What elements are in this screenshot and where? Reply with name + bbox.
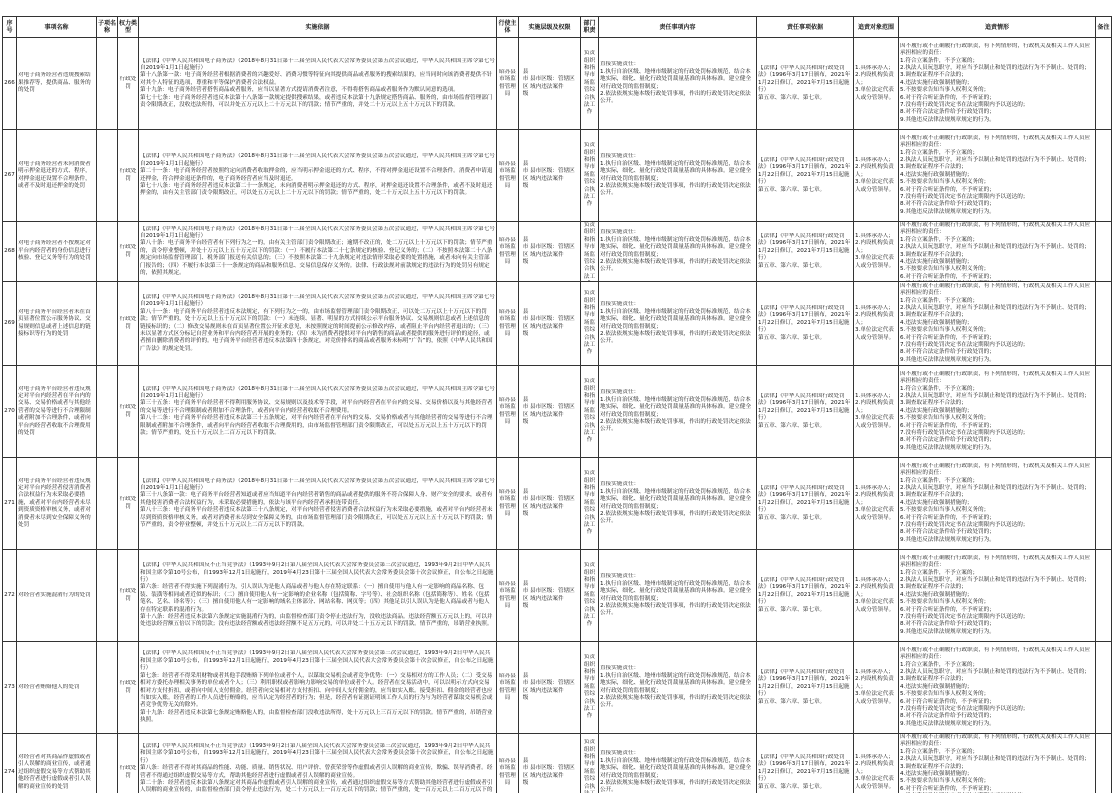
row-number: 266	[4, 79, 15, 86]
power-type-cell	[118, 642, 139, 734]
executing-body: 昭苏县市场监督管理局	[499, 488, 516, 517]
responsibility-content: 直接实施责任： 1.执行自治区级、地州市级制定的行政处罚标准规范，结合本地实际，细化、量化行政处罚裁量基准的具体标准。建立健全对行政处罚的监督制度； 2.依法依规实施本级行政处罚事项，作出的行政处罚决定依法公开。	[600, 153, 752, 197]
responsibility-content-cell	[599, 222, 757, 282]
accountability-situations-cell	[899, 734, 1096, 793]
row-number-cell	[3, 366, 17, 458]
level-scope: 县市区级：管辖区域内违法案件	[530, 244, 575, 258]
level-label: 县市区级	[522, 757, 529, 786]
row-number-cell	[3, 222, 17, 282]
executing-body: 昭苏县市场监督管理局	[499, 68, 516, 97]
legal-basis: 【法律】《中华人民共和国电子商务法》（2018年8月31日第十三届全国人民代表大会常务委员会第五次会议通过，中华人民共和国主席令第七号 自2019年1月1日起施行） 第八十条：电子商务平台经营者有下列行为之一的，由有关主管部门责令限期改正；逾期不改正的，处二万元以上十万元以下的罚款；情节严重的，责令停业整顿，并处十万元以上五十万元以下的罚款：（一）不履行本法第二十七条规定的核验、登记义务的；（二）不按照本法第二十八条规定向市场监督管理部门、税务部门报送有关信息的；（三）不按照本法第二十九条规定对违法情形采取必要的处置措施，或者未向有关主管部门报告的；（四）不履行本法第三十一条规定的商品和服务信息、交易信息保存义务的。法律、行政法规对前款规定的违法行为的处罚另有规定的，依照其规定。	[140, 225, 495, 277]
level-scope: 县市区级：管辖区域内违法案件	[530, 496, 575, 510]
department-duty-cell	[581, 458, 599, 550]
responsibility-content-cell	[599, 282, 757, 366]
legal-basis: 【法律】《中华人民共和国反不正当竞争法》（1993年9月2日第八届全国人民代表大会常务委员会第三次会议通过，1993年9月2日中华人民共和国主席令第10号公布，自1993年12月1日起施行，2019年4月23日第十三届全国人民代表大会常务委员会第十次会议修正，自公布之日起施行） 第七条：经营者不得采用财物或者其他手段贿赂下列单位或者个人，以谋取交易机会或者竞争优势：（一）交易相对方的工作人员；（二）受交易相对方委托办理相关事务的单位或者个人；（三）利用职权或者影响力影响交易的单位或者个人。经营者在交易活动中，可以以明示方式向交易相对方支付折扣，或者向中间人支付佣金。经营者向交易相对方支付折扣、向中间人支付佣金的，应当如实入账。接受折扣、佣金的经营者也应当如实入账。经营者的工作人员进行贿赂的，应当认定为经营者的行为；但是，经营者有证据证明该工作人员的行为与为经营者谋取交易机会或者竞争优势无关的除外。 第十九条：经营者违反本法第七条规定贿赂他人的，由监督检查部门没收违法所得，处十万元以上三百万元以下的罚款。情节严重的，吊销营业执照。	[140, 650, 494, 724]
header-cell: 责任事项依据	[757, 17, 854, 38]
accountability-situations-cell	[899, 222, 1096, 282]
accountability-situations: 因不履行或不正确履行行政职责，有下列情形的，行政机关及相关工作人员应承担相应的责任： 1.符合立案条件，不予立案的； 2.执法人员玩忽职守，对应当予以制止和处罚的违法行为不予制止、处罚的； 3.调查取证程序不合法的； 4.违法实施行政强制措施的； 5.不按要求告知当事人权利义务的； 6.对于符合听证条件的，不予听证的； 7.没有将行政处罚决定书在法定期限内予以送达的； 8.对不符合法定条件给予行政处罚的； 9.其他违反法律法规规章规定的行为。	[900, 134, 1091, 215]
responsibility-content: 直接实施责任： 1.执行自治区级、地州市级制定的行政处罚标准规范，结合本地实际，细化、量化行政处罚裁量基准的具体标准。建立健全对行政处罚的监督制度； 2.依法依规实施本级行政处罚事项，作出的行政处罚决定依法公开。	[600, 301, 752, 345]
power-type-cell	[118, 366, 139, 458]
implementation-level-cell	[519, 366, 581, 458]
row-number-cell	[3, 550, 17, 642]
power-type: 行政处罚	[119, 316, 137, 330]
legal-basis: 【法律】《中华人民共和国电子商务法》（2018年8月31日第十三届全国人民代表大会常务委员会第五次会议通过，中华人民共和国主席令第七号 自2019年1月1日起施行） 第十八条第一款：电子商务经营者根据消费者的兴趣爱好、消费习惯等特征向其提供商品或者服务的搜索结果的，应当同时向该消费者提供不针对其个人特征的选项，尊重和平等保护消费者合法权益。 第十九条：电子商务经营者搭售商品或者服务，应当以显著方式提请消费者注意，不得将搭售商品或者服务作为默认同意的选项。 第七十七条：电子商务经营者违反本法第十八条第一款规定提供搜索结果，或者违反本法第十九条规定搭售商品、服务的，由市场监督管理部门责令限期改正，没收违法所得，可以并处五万元以上二十万元以下的罚款；情节严重的，并处二十万元以上五十万元以下的罚款。	[140, 57, 495, 109]
implementation-level-cell	[519, 222, 581, 282]
power-type-cell	[118, 38, 139, 130]
legal-basis-cell	[139, 550, 497, 642]
accountability-targets: 1.具体承办人； 2.内设机构负责人； 3.单位法定代表人或分管领导。	[855, 156, 895, 193]
responsibility-basis: 【法律】《中华人民共和国行政处罚法》（1996年3月17日颁布，2021年1月22日修订，2021年7月15日起施行） 第五章、第六章、第七章。	[758, 753, 851, 790]
accountability-situations: 因不履行或不正确履行行政职责，有下列情形的，行政机关及相关工作人员应承担相应的责任： 1.符合立案条件，不予立案的； 2.执法人员玩忽职守，对应当予以制止和处罚的违法行为不予制止、处罚的； 3.调查取证程序不合法的； 4.违法实施行政强制措施的； 5.不按要求告知当事人权利义务的； 6.对于符合听证条件的，不予听证的； 7.没有将行政处罚决定书在法定期限内予以送达的； 8.对不符合法定条件给予行政处罚的； 9.其他违反法律法规规章规定的行为。	[900, 370, 1091, 451]
executing-body: 昭苏县市场监督管理局	[499, 236, 516, 265]
level-label: 县市区级	[522, 672, 529, 701]
accountability-situations: 因不履行或不正确履行行政职责，有下列情形的，行政机关及相关工作人员应承担相应的责任： 1.符合立案条件，不予立案的； 2.执法人员玩忽职守，对应当予以制止和处罚的违法行为不予制止、处罚的； 3.调查取证程序不合法的； 4.违法实施行政强制措施的； 5.不按要求告知当事人权利义务的； 6.对于符合听证条件的，不予听证的； 7.没有将行政处罚决定书在法定期限内予以送达的； 8.对不符合法定条件给予行政处罚的； 9.其他违反法律法规规章规定的行为。	[900, 42, 1091, 123]
responsibility-content: 直接实施责任： 1.执行自治区级、地州市级制定的行政处罚标准规范，结合本地实际，细化、量化行政处罚裁量基准的具体标准。建立健全对行政处罚的监督制度； 2.依法依规实施本级行政处罚事项，作出的行政处罚决定依法公开。	[600, 389, 752, 433]
department-duty-cell	[581, 642, 599, 734]
responsibility-content: 直接实施责任： 1.执行自治区级、地州市级制定的行政处罚标准规范，结合本地实际，细化、量化行政处罚裁量基准的具体标准。建立健全对行政处罚的监督制度； 2.依法依规实施本级行政处罚事项，作出的行政处罚决定依法公开。	[600, 750, 752, 793]
table-row	[3, 642, 1112, 734]
remarks-cell	[1096, 366, 1112, 458]
row-number-cell	[3, 282, 17, 366]
responsibility-basis-cell	[757, 642, 854, 734]
row-number-cell	[3, 642, 17, 734]
accountability-targets-cell	[854, 366, 899, 458]
row-number: 272	[4, 591, 15, 598]
level-scope: 县市区级：管辖区域内违法案件	[530, 680, 575, 694]
department-duty-cell	[581, 366, 599, 458]
header-cell: 追责情形	[899, 17, 1096, 38]
responsibility-basis-cell	[757, 282, 854, 366]
sub-item-name-cell	[97, 282, 118, 366]
power-type-cell	[118, 734, 139, 793]
department-duty: 负责组织和指导市场监管综合执法工作	[583, 562, 596, 628]
legal-basis-cell	[139, 458, 497, 550]
power-type: 行政处罚	[119, 404, 137, 418]
accountability-situations-cell	[899, 458, 1096, 550]
accountability-situations: 因不履行或不正确履行行政职责，有下列情形的，行政机关及相关工作人员应承担相应的责任： 1.符合立案条件，不予立案的； 2.执法人员玩忽职守，对应当予以制止和处罚的违法行为不予制止、处罚的； 3.调查取证程序不合法的； 4.违法实施行政强制措施的； 5.不按要求告知当事人权利义务的； 6.对于符合听证条件的，不予听证的； 7.没有将行政处罚决定书在法定期限内予以送达的； 8.对不符合法定条件给予行政处罚的； 9.其他违反法律法规规章规定的行为。	[900, 554, 1091, 635]
row-number: 268	[4, 247, 15, 254]
legal-basis-cell	[139, 366, 497, 458]
power-type: 行政处罚	[119, 680, 137, 694]
remarks-cell	[1096, 222, 1112, 282]
department-duty-cell	[581, 222, 599, 282]
row-number: 273	[4, 683, 15, 690]
row-number: 270	[4, 407, 15, 414]
table-row	[3, 222, 1112, 282]
legal-basis: 【法律】《中华人民共和国电子商务法》（2018年8月31日第十三届全国人民代表大会常务委员会第五次会议通过，中华人民共和国主席令第七号 自2019年1月1日起施行） 第八十一条：电子商务平台经营者违反本法规定，有下列行为之一的，由市场监督管理部门责令限期改正，可以处二万元以上十万元以下的罚款；情节严重的，处十万元以上五十万元以下的罚款：（一）未连续、显著、明显的方式持续公示平台服务协议、交易规则信息或者上述信息的链接标识的；（二）修改交易规则未在首页显著位置公开征求意见，未按照规定的时间提前公示修改内容，或者阻止平台内经营者退出的；（三）未以显著方式区分标记自营业务和平台内经营者开展的业务的；（四）未为消费者提供对平台内销售的商品或者提供的服务进行评价的途径，或者擅自删除消费者的评价的。电子商务平台经营者违反本法第四十条规定，对竞价排名的商品或者服务未标明“广告”的，依照《中华人民共和国广告法》的规定处罚。	[140, 293, 495, 352]
power-type-cell	[118, 222, 139, 282]
accountability-situations-cell	[899, 550, 1096, 642]
header-cell: 部门职责	[581, 17, 599, 38]
header-cell: 子项名称	[97, 17, 118, 38]
responsibility-content-cell	[599, 130, 757, 222]
sub-item-name-cell	[97, 458, 118, 550]
department-duty: 负责组织和指导市场监管综合执法工作	[583, 654, 596, 720]
sub-item-name-cell	[97, 642, 118, 734]
level-scope: 县市区级：管辖区域内违法案件	[530, 168, 575, 182]
table-row	[3, 282, 1112, 366]
executing-body-cell	[497, 130, 519, 222]
level-label: 县市区级	[522, 308, 529, 337]
department-duty: 负责组织和指导市场监管综合执法工作	[583, 290, 596, 356]
responsibility-basis: 【法律】《中华人民共和国行政处罚法》（1996年3月17日颁布，2021年1月22日修订，2021年7月15日起施行） 第五章、第六章、第七章。	[758, 668, 851, 705]
responsibility-content: 直接实施责任： 1.执行自治区级、地州市级制定的行政处罚标准规范，结合本地实际，细化、量化行政处罚裁量基准的具体标准。建立健全对行政处罚的监督制度； 2.依法依规实施本级行政处罚事项，作出的行政处罚决定依法公开。	[600, 481, 752, 525]
executing-body-cell	[497, 38, 519, 130]
accountability-situations: 因不履行或不正确履行行政职责，有下列情形的，行政机关及相关工作人员应承担相应的责任： 1.符合立案条件，不予立案的； 2.执法人员玩忽职守，对应当予以制止和处罚的违法行为不予制止、处罚的； 3.调查取证程序不合法的； 4.违法实施行政强制措施的； 5.不按要求告知当事人权利义务的； 6.对于符合听证条件的，不予听证的； 7.没有将行政处罚决定书在法定期限内予以送达的； 8.对不符合法定条件给予行政处罚的； 9.其他违反法律法规规章规定的行为。	[900, 462, 1091, 543]
responsibility-content: 直接实施责任： 1.执行自治区级、地州市级制定的行政处罚标准规范，结合本地实际，细化、量化行政处罚裁量基准的具体标准。建立健全对行政处罚的监督制度； 2.依法依规实施本级行政处罚事项，作出的行政处罚决定依法公开。	[600, 229, 752, 273]
item-name: 对电子商务平台经营者违反规定对平台内经营者在平台内的交易、交易价格或者与其他经营者的交易等进行不合理限制或者附加不合理条件，或者向平台内经营者收取不合理费用的处罚	[18, 385, 91, 437]
item-name-cell	[17, 222, 97, 282]
item-name: 对电子商务平台经营者违反规定对平台内经营者侵害消费者合法权益行为未采取必要措施，或者对平台内经营者未尽到资质资格审核义务，或者对消费者未尽到安全保障义务的处罚	[18, 477, 91, 529]
power-type: 行政处罚	[119, 168, 137, 182]
header-cell: 序号	[3, 17, 17, 38]
executing-body-cell	[497, 366, 519, 458]
department-duty: 负责组织和指导市场监管综合执法工作	[583, 378, 596, 444]
responsibility-content-cell	[599, 458, 757, 550]
remarks-cell	[1096, 282, 1112, 366]
row-number: 267	[4, 171, 15, 178]
responsibility-content-cell	[599, 550, 757, 642]
department-duty: 负责组织和指导市场监管综合执	[583, 739, 596, 790]
department-duty: 负责组织和指导市场监管综合执法工	[583, 222, 596, 280]
sub-item-name-cell	[97, 222, 118, 282]
power-type: 行政处罚	[119, 76, 137, 90]
accountability-situations: 因不履行或不正确履行行政职责，有下列情形的，行政机关及相关工作人员应承担相应的责任： 1.符合立案条件，不予立案的； 2.执法人员玩忽职守，对应当予以制止和处罚的违法行为不予制止、处罚的； 3.调查取证程序不合法的； 4.违法实施行政强制措施的； 5.不按要求告知当事人权利义务的； 6.对于符合听证条件的，不予听证的；	[900, 734, 1091, 792]
row-number-cell	[3, 130, 17, 222]
level-scope: 县市区级：管辖区域内违法案件	[530, 588, 575, 602]
accountability-targets: 1.具体承办人； 2.内设机构负责人； 3.单位法定代表人或分管领导。	[855, 64, 895, 101]
header-cell: 备注	[1096, 17, 1112, 38]
remarks-cell	[1096, 458, 1112, 550]
level-label: 县市区级	[522, 488, 529, 517]
power-type: 行政处罚	[119, 765, 137, 779]
responsibility-basis-cell	[757, 734, 854, 793]
executing-body: 昭苏县市场监督管理局	[499, 580, 516, 609]
item-name: 对电子商务经营者未向消费者明示押金退还的方式、程序，对押金退还设置不合理条件，或者不及时退还押金的处罚	[18, 160, 91, 189]
accountability-targets: 1.具体承办人； 2.内设机构负责人； 3.单位法定代表人或分管领导。	[855, 392, 895, 429]
accountability-targets: 1.具体承办人； 2.内设机构负责人； 3.单位法定代表人或分管领导。	[855, 304, 895, 341]
executing-body-cell	[497, 222, 519, 282]
sub-item-name-cell	[97, 550, 118, 642]
responsibility-content-cell	[599, 366, 757, 458]
legal-basis: 【法律】《中华人民共和国反不正当竞争法》（1993年9月2日第八届全国人民代表大会常务委员会第三次会议通过，1993年9月2日中华人民共和国主席令第10号公布，自1993年12月1日起施行，2019年4月23日第十三届全国人民代表大会常务委员会第十次会议修正，自公布之日起施行） 第八条：经营者不得对其商品的性能、功能、质量、销售状况、用户评价、曾获荣誉等作虚假或者引人误解的商业宣传，欺骗、误导消费者。经营者不得通过组织虚假交易等方式，帮助其他经营者进行虚假或者引人误解的商业宣传。 第二十条：经营者违反本法第八条规定对其商品作虚假或者引人误解的商业宣传，或者通过组织虚假交易等方式帮助其他经营者进行虚假或者引人误解的商业宣传的，由监督检查部门责令停止违法行为，处二十万元以上一百万元以下的罚款；情节严重的，处一百万元以上二百万元以下的	[140, 742, 494, 793]
header-cell: 实施层级及权限	[519, 17, 581, 38]
responsibility-content: 直接实施责任： 1.执行自治区级、地州市级制定的行政处罚标准规范，结合本地实际，细化、量化行政处罚裁量基准的具体标准。建立健全对行政处罚的监督制度； 2.依法依规实施本级行政处罚事项，作出的行政处罚决定依法公开。	[600, 61, 752, 105]
accountability-situations: 因不履行或不正确履行行政职责，有下列情形的，行政机关及相关工作人员应承担相应的责任： 1.符合立案条件，不予立案的； 2.执法人员玩忽职守，对应当予以制止和处罚的违法行为不予制止、处罚的； 3.调查取证程序不合法的； 4.违法实施行政强制措施的； 5.不按要求告知当事人权利义务的； 6.对于符合听证条件的，不予听证的； 7.没有将行政处罚决定书在法定期限内予以送达的； 8.对不符合法定条件给予行政处罚的； 9.其他违反法律法规规章规定的行为。	[900, 646, 1091, 727]
sub-item-name-cell	[97, 734, 118, 793]
responsibility-content-cell	[599, 38, 757, 130]
item-name-cell	[17, 642, 97, 734]
accountability-targets: 1.具体承办人； 2.内设机构负责人； 3.单位法定代表人或分管领导。	[855, 484, 895, 521]
power-type-cell	[118, 550, 139, 642]
level-label: 县市区级	[522, 160, 529, 189]
accountability-targets-cell	[854, 222, 899, 282]
responsibility-basis-cell	[757, 550, 854, 642]
sub-item-name-cell	[97, 38, 118, 130]
department-duty-cell	[581, 282, 599, 366]
item-name: 对经营者对其商品作虚假或者引人误解的商业宣传，或者通过组织虚假交易等方式帮助其他经营者进行虚假或者引人误解的商业宣传的处罚	[18, 753, 91, 790]
responsibility-basis: 【法律】《中华人民共和国行政处罚法》（1996年3月17日颁布，2021年1月22日修订，2021年7月15日起施行） 第五章、第六章、第七章。	[758, 392, 851, 429]
accountability-situations-cell	[899, 282, 1096, 366]
department-duty: 负责组织和指导市场监管综合执法工作	[583, 142, 596, 208]
accountability-situations-cell	[899, 366, 1096, 458]
row-number-cell	[3, 458, 17, 550]
item-name-cell	[17, 38, 97, 130]
remarks-cell	[1096, 130, 1112, 222]
accountability-targets: 1.具体承办人； 2.内设机构负责人； 3.单位法定代表人或分管领导。	[855, 753, 895, 790]
responsibility-basis-cell	[757, 458, 854, 550]
row-number-cell	[3, 38, 17, 130]
responsibility-basis: 【法律】《中华人民共和国行政处罚法》（1996年3月17日颁布，2021年1月22日修订，2021年7月15日起施行） 第五章、第六章、第七章。	[758, 576, 851, 613]
executing-body: 昭苏县市场监督管理局	[499, 308, 516, 337]
item-name: 对电子商务经营者违规搜索结果推荐等，提供商品、服务的的处罚	[18, 72, 91, 94]
responsibility-basis-cell	[757, 366, 854, 458]
department-duty: 负责组织和指导市场监管综合执法工作	[583, 50, 596, 116]
responsibility-content: 直接实施责任： 1.执行自治区级、地州市级制定的行政处罚标准规范，结合本地实际，细化、量化行政处罚裁量基准的具体标准。建立健全对行政处罚的监督制度； 2.依法依规实施本级行政处罚事项，作出的行政处罚决定依法公开。	[600, 665, 752, 709]
item-name: 对经营者实施混淆行为的处罚	[18, 591, 91, 598]
item-name-cell	[17, 734, 97, 793]
legal-basis-cell	[139, 282, 497, 366]
implementation-level-cell	[519, 734, 581, 793]
power-type: 行政处罚	[119, 588, 137, 602]
remarks-cell	[1096, 550, 1112, 642]
implementation-level-cell	[519, 550, 581, 642]
legal-basis-cell	[139, 38, 497, 130]
executing-body: 昭苏县市场监督管理局	[499, 396, 516, 425]
power-type: 行政处罚	[119, 496, 137, 510]
executing-body-cell	[497, 282, 519, 366]
item-name-cell	[17, 130, 97, 222]
row-number: 271	[4, 499, 15, 506]
executing-body: 昭苏县市场监督管理局	[499, 672, 516, 701]
executing-body-cell	[497, 734, 519, 793]
level-scope: 县市区级：管辖区域内违法案件	[530, 316, 575, 330]
implementation-level-cell	[519, 130, 581, 222]
header-cell: 行使主体	[497, 17, 519, 38]
row-number-cell	[3, 734, 17, 793]
row-number: 269	[4, 319, 15, 326]
accountability-targets-cell	[854, 38, 899, 130]
table-row	[3, 366, 1112, 458]
accountability-situations: 因不履行或不正确履行行政职责，有下列情形的，行政机关及相关工作人员应承担相应的责任： 1.符合立案条件，不予立案的； 2.执法人员玩忽职守，对应当予以制止和处罚的违法行为不予制止、处罚的； 3.调查取证程序不合法的； 4.违法实施行政强制措施的； 5.不按要求告知当事人权利义务的； 6.对于符合听证条件的，不予听证的；	[900, 222, 1091, 280]
responsibility-basis: 【法律】《中华人民共和国行政处罚法》（1996年3月17日颁布，2021年1月22日修订，2021年7月15日起施行） 第五章、第六章、第七章。	[758, 484, 851, 521]
level-scope: 县市区级：管辖区域内违法案件	[530, 76, 575, 90]
item-name-cell	[17, 282, 97, 366]
implementation-level-cell	[519, 458, 581, 550]
accountability-targets: 1.具体承办人； 2.内设机构负责人； 3.单位法定代表人或分管领导。	[855, 668, 895, 705]
item-name-cell	[17, 550, 97, 642]
level-scope: 县市区级：管辖区域内违法案件	[530, 765, 575, 779]
header-cell: 实施依据	[139, 17, 497, 38]
responsibility-basis: 【法律】《中华人民共和国行政处罚法》（1996年3月17日颁布，2021年1月22日修订，2021年7月15日起施行） 第五章、第六章、第七章。	[758, 64, 851, 101]
power-type: 行政处罚	[119, 244, 137, 258]
executing-body-cell	[497, 642, 519, 734]
legal-basis-cell	[139, 130, 497, 222]
item-name-cell	[17, 458, 97, 550]
remarks-cell	[1096, 734, 1112, 793]
responsibility-content: 直接实施责任： 1.执行自治区级、地州市级制定的行政处罚标准规范，结合本地实际，细化、量化行政处罚裁量基准的具体标准。建立健全对行政处罚的监督制度； 2.依法依规实施本级行政处罚事项，作出的行政处罚决定依法公开。	[600, 573, 752, 617]
table-row	[3, 130, 1112, 222]
implementation-level-cell	[519, 642, 581, 734]
item-name-cell	[17, 366, 97, 458]
accountability-targets-cell	[854, 130, 899, 222]
level-scope: 县市区级：管辖区域内违法案件	[530, 404, 575, 418]
row-number: 274	[4, 768, 15, 775]
sub-item-name-cell	[97, 130, 118, 222]
accountability-targets-cell	[854, 282, 899, 366]
header-cell: 追责对象范围	[854, 17, 899, 38]
responsibility-content-cell	[599, 734, 757, 793]
responsibility-content-cell	[599, 642, 757, 734]
accountability-targets-cell	[854, 458, 899, 550]
level-label: 县市区级	[522, 580, 529, 609]
sub-item-name-cell	[97, 366, 118, 458]
power-type-cell	[118, 458, 139, 550]
legal-basis-cell	[139, 734, 497, 793]
level-label: 县市区级	[522, 68, 529, 97]
executing-body: 昭苏县市场监督管理局	[499, 160, 516, 189]
responsibility-basis: 【法律】《中华人民共和国行政处罚法》（1996年3月17日颁布，2021年1月22日修订，2021年7月15日起施行） 第五章、第六章、第七章。	[758, 156, 851, 193]
header-cell: 权力类型	[118, 17, 139, 38]
legal-basis-cell	[139, 222, 497, 282]
table-row	[3, 734, 1112, 793]
accountability-situations-cell	[899, 130, 1096, 222]
accountability-situations-cell	[899, 38, 1096, 130]
department-duty-cell	[581, 734, 599, 793]
executing-body: 昭苏县市场监督管理局	[499, 757, 516, 786]
implementation-level-cell	[519, 282, 581, 366]
accountability-targets-cell	[854, 734, 899, 793]
legal-basis: 【法律】《中华人民共和国电子商务法》（2018年8月31日第十三届全国人民代表大会常务委员会第五次会议通过，中华人民共和国主席令第七号 自2019年1月1日起施行） 第二十一条：电子商务经营者按照约定向消费者收取押金的，应当明示押金退还的方式、程序，不得对押金退还设置不合理条件。消费者申请退还押金，符合押金退还条件的，电子商务经营者应当及时退还。 第七十八条：电子商务经营者违反本法第二十一条规定，未向消费者明示押金退还的方式、程序，对押金退还设置不合理条件，或者不及时退还押金的，由有关主管部门责令限期改正，可以处五万元以上二十万元以下的罚款；情节严重的，处二十万元以上五十万元以下的罚款。	[140, 153, 495, 197]
power-type-cell	[118, 282, 139, 366]
legal-basis: 【法律】《中华人民共和国反不正当竞争法》（1993年9月2日第八届全国人民代表大会常务委员会第三次会议通过，1993年9月2日中华人民共和国主席令第10号公布，自1993年12月1日起施行，2019年4月23日第十三届全国人民代表大会常务委员会第十次会议修正，自公布之日起施行） 第六条：经营者不得实施下列混淆行为，引人误认为是他人商品或者与他人存在特定联系：（一）擅自使用与他人有一定影响的商品名称、包装、装潢等相同或者近似的标识；（二）擅自使用他人有一定影响的企业名称（包括简称、字号等）、社会组织名称（包括简称等）、姓名（包括笔名、艺名、译名等）；（三）擅自使用他人有一定影响的域名主体部分、网站名称、网页等；（四）其他足以引人误认为是他人商品或者与他人存在特定联系的混淆行为。 第十八条：经营者违反本法第六条规定实施混淆行为的，由监督检查部门责令停止违法行为，没收违法商品。违法经营额五万元以上的，可以并处违法经营额五倍以下的罚款；没有违法经营额或者违法经营额不足五万元的，可以并处二十五万元以下的罚款。情节严重的，吊销营业执照。	[140, 562, 494, 628]
level-label: 县市区级	[522, 236, 529, 265]
executing-body-cell	[497, 458, 519, 550]
header-cell: 事项名称	[17, 17, 97, 38]
power-type-cell	[118, 130, 139, 222]
department-duty-cell	[581, 130, 599, 222]
header-cell: 责任事项内容	[599, 17, 757, 38]
legal-basis: 【法律】《中华人民共和国电子商务法》（2018年8月31日第十三届全国人民代表大会常务委员会第五次会议通过，中华人民共和国主席令第七号 自2019年1月1日起施行） 第三十八条第一款：电子商务平台经营者知道或者应当知道平台内经营者销售的商品或者提供的服务不符合保障人身、财产安全的要求，或者有其他侵害消费者合法权益行为，未采取必要措施的，依法与该平台内经营者承担连带责任。 第八十三条：电子商务平台经营者违反本法第三十八条规定，对平台内经营者侵害消费者合法权益行为未采取必要措施，或者对平台内经营者未尽到资质资格审核义务，或者对消费者未尽到安全保障义务的，由市场监督管理部门责令限期改正，可以处五万元以上五十万元以下的罚款；情节严重的，责令停业整顿，并处五十万元以上二百万元以下的罚款。	[140, 477, 495, 529]
department-duty-cell	[581, 550, 599, 642]
responsibility-basis: 【法律】《中华人民共和国行政处罚法》（1996年3月17日颁布，2021年1月22日修订，2021年7月15日起施行） 第五章、第六章、第七章。	[758, 304, 851, 341]
legal-basis-cell	[139, 642, 497, 734]
responsibility-basis-cell	[757, 38, 854, 130]
table-header-row	[3, 17, 1112, 38]
executing-body-cell	[497, 550, 519, 642]
item-name: 对电子商务经营者不按规定对平台内经营者的身份信息进行核验、登记义务等行为的处罚	[18, 240, 91, 262]
accountability-targets-cell	[854, 642, 899, 734]
table-row	[3, 38, 1112, 130]
legal-basis: 【法律】《中华人民共和国电子商务法》（2018年8月31日第十三届全国人民代表大会常务委员会第五次会议通过，中华人民共和国主席令第七号 自2019年1月1日起施行） 第三十五条：电子商务平台经营者不得利用服务协议、交易规则以及技术等手段，对平台内经营者在平台内的交易、交易价格以及与其他经营者的交易等进行不合理限制或者附加不合理条件，或者向平台内经营者收取不合理费用。 第八十二条：电子商务平台经营者违反本法第三十五条规定，对平台内经营者在平台内的交易、交易价格或者与其他经营者的交易等进行不合理限制或者附加不合理条件，或者向平台内经营者收取不合理费用的，由市场监督管理部门责令限期改正，可以处五万元以上五十万元以下的罚款；情节严重的，处五十万元以上二百万元以下的罚款。	[140, 385, 495, 437]
accountability-targets: 1.具体承办人； 2.内设机构负责人； 3.单位法定代表人或分管领导。	[855, 576, 895, 613]
responsibility-basis-cell	[757, 222, 854, 282]
responsibility-table	[2, 16, 1112, 793]
department-duty-cell	[581, 38, 599, 130]
table-row	[3, 550, 1112, 642]
accountability-targets: 1.具体承办人； 2.内设机构负责人； 3.单位法定代表人或分管领导。	[855, 232, 895, 269]
level-label: 县市区级	[522, 396, 529, 425]
implementation-level-cell	[519, 38, 581, 130]
item-name: 对电子商务平台经营者未在首页显著位置公示服务协议、交易规则信息或者上述信息的链接标识等行为的处罚	[18, 308, 91, 337]
department-duty: 负责组织和指导市场监管综合执法工作	[583, 470, 596, 536]
accountability-situations: 因不履行或不正确履行行政职责，有下列情形的，行政机关及相关工作人员应承担相应的责任： 1.符合立案条件，不予立案的； 2.执法人员玩忽职守，对应当予以制止和处罚的违法行为不予制止、处罚的； 3.调查取证程序不合法的； 4.违法实施行政强制措施的； 5.不按要求告知当事人权利义务的； 6.对于符合听证条件的，不予听证的； 7.没有将行政处罚决定书在法定期限内予以送达的； 8.对不符合法定条件给予行政处罚的； 9.其他违反法律法规规章规定的行为。	[900, 282, 1091, 363]
item-name: 对经营者贿赂他人的处罚	[18, 683, 80, 690]
remarks-cell	[1096, 642, 1112, 734]
responsibility-basis: 【法律】《中华人民共和国行政处罚法》（1996年3月17日颁布，2021年1月22日修订，2021年7月15日起施行） 第五章、第六章、第七章。	[758, 232, 851, 269]
remarks-cell	[1096, 38, 1112, 130]
table-row	[3, 458, 1112, 550]
responsibility-basis-cell	[757, 130, 854, 222]
accountability-situations-cell	[899, 642, 1096, 734]
accountability-targets-cell	[854, 550, 899, 642]
